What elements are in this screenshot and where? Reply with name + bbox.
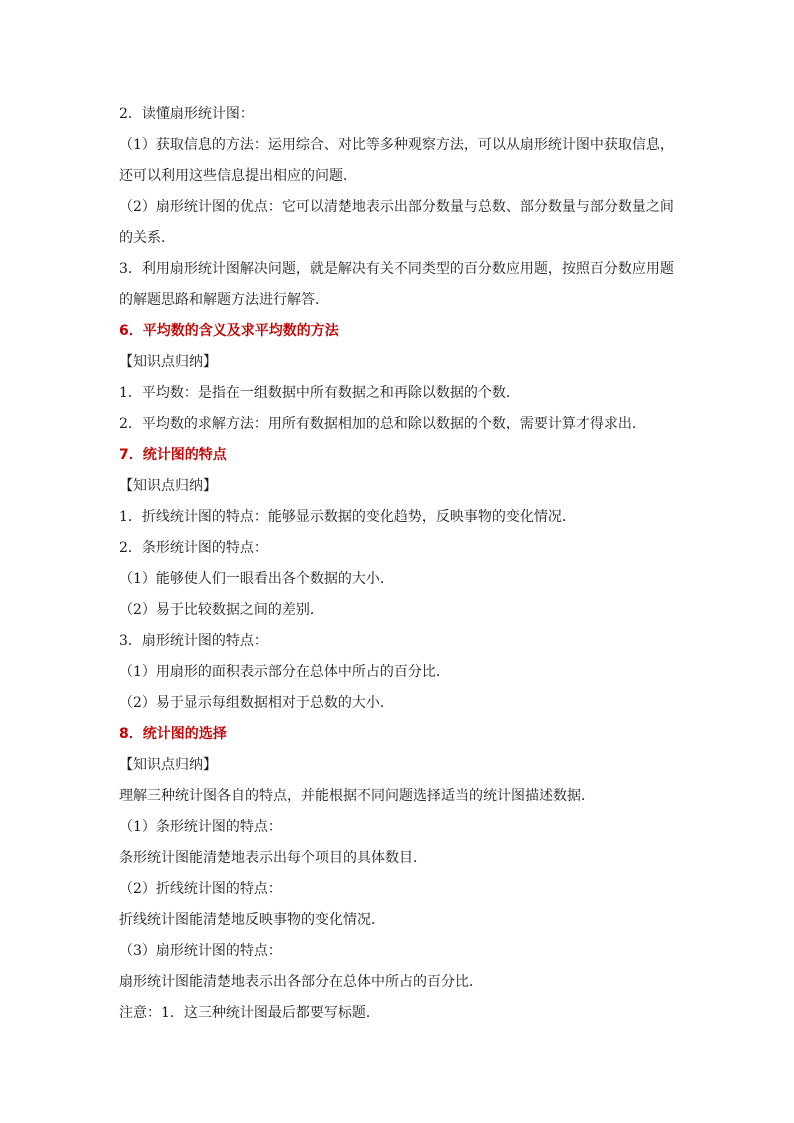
text-line: 【知识点归纳】 <box>119 478 217 494</box>
text-line: （3）扇形统计图的特点： <box>119 943 282 959</box>
text-line: （1）条形统计图的特点： <box>119 819 282 835</box>
text-line: （1）能够使人们一眼看出各个数据的大小． <box>119 571 394 587</box>
text-line: （2）易于显示每组数据相对于总数的大小． <box>119 695 394 711</box>
text-line: 扇形统计图能清楚地表示出各部分在总体中所占的百分比． <box>119 974 483 990</box>
text-line: （2）扇形统计图的优点：它可以清楚地表示出部分数量与总数、部分数量与部分数量之间 <box>119 199 674 215</box>
text-line: 2．读懂扇形统计图： <box>119 106 254 122</box>
text-line: 条形统计图能清楚地表示出每个项目的具体数目． <box>119 850 427 866</box>
text-line: 还可以利用这些信息提出相应的问题． <box>119 168 357 184</box>
text-line: 的解题思路和解题方法进行解答． <box>119 292 329 308</box>
text-line: 3．扇形统计图的特点： <box>119 633 268 649</box>
text-line: 理解三种统计图各自的特点，并能根据不同问题选择适当的统计图描述数据． <box>119 788 595 804</box>
text-line: 的关系． <box>119 230 175 246</box>
text-line: （2）折线统计图的特点： <box>119 881 282 897</box>
text-line: 【知识点归纳】 <box>119 354 217 370</box>
text-line: （2）易于比较数据之间的差别． <box>119 602 324 618</box>
document-body <box>119 99 679 1029</box>
text-line: 2．平均数的求解方法：用所有数据相加的总和除以数据的个数，需要计算才得求出． <box>119 416 646 432</box>
text-line: 折线统计图能清楚地反映事物的变化情况． <box>119 912 385 928</box>
section-heading: 6．平均数的含义及求平均数的方法 <box>119 323 339 339</box>
section-heading: 7．统计图的特点 <box>119 447 227 463</box>
text-line: 3．利用扇形统计图解决问题，就是解决有关不同类型的百分数应用题，按照百分数应用题 <box>119 261 674 277</box>
text-line: 注意：1．这三种统计图最后都要写标题． <box>119 1005 380 1021</box>
section-heading: 8．统计图的选择 <box>119 726 227 742</box>
text-line: 1．平均数：是指在一组数据中所有数据之和再除以数据的个数． <box>119 385 520 401</box>
text-line: 【知识点归纳】 <box>119 757 217 773</box>
text-line: （1）用扇形的面积表示部分在总体中所占的百分比． <box>119 664 450 680</box>
text-line: （1）获取信息的方法：运用综合、对比等多种观察方法，可以从扇形统计图中获取信息， <box>119 137 674 153</box>
text-line: 2．条形统计图的特点： <box>119 540 268 556</box>
text-line: 1．折线统计图的特点：能够显示数据的变化趋势，反映事物的变化情况． <box>119 509 576 525</box>
